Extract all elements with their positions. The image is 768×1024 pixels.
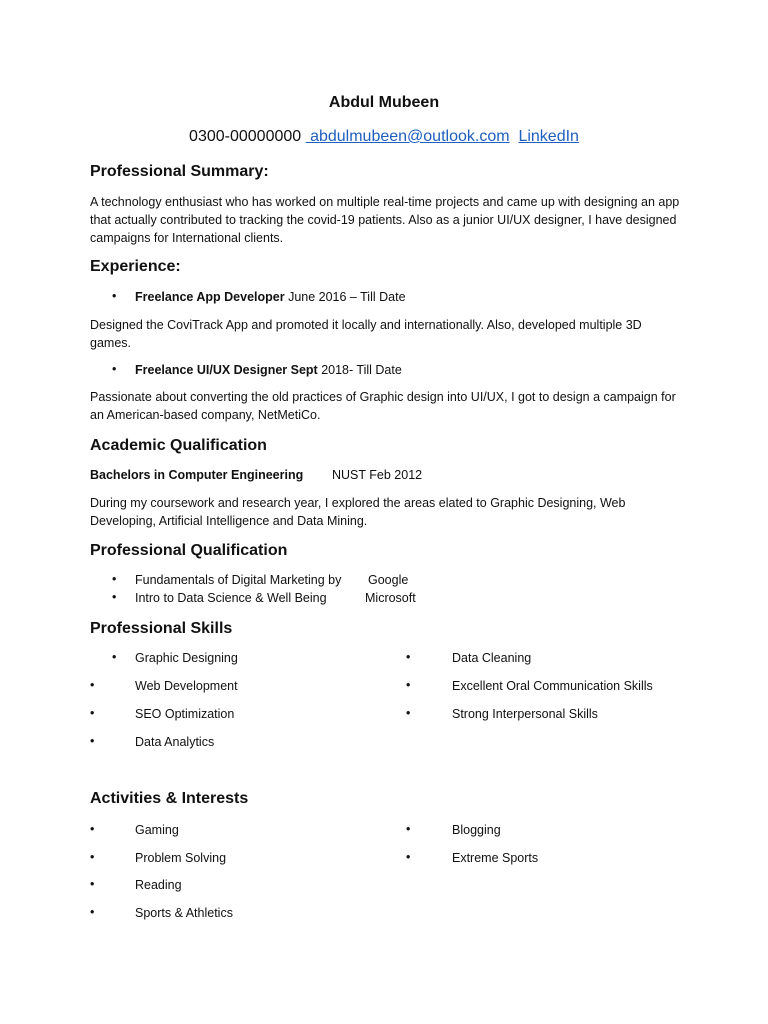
skill-item: Data Cleaning (452, 651, 532, 665)
bullet: • (112, 289, 117, 303)
job-title: Freelance UI/UX Designer Sept (135, 363, 318, 377)
activity-item: Extreme Sports (452, 851, 539, 865)
contact-line (0, 128, 768, 146)
resume-name: Abdul Mubeen (328, 94, 440, 111)
activity-item: Problem Solving (135, 851, 227, 865)
professional-qualification-heading: Professional Qualification (90, 542, 288, 559)
activity-item: Blogging (452, 823, 501, 837)
bullet: • (90, 905, 95, 919)
skills-heading: Professional Skills (90, 620, 233, 637)
institution: NUST Feb 2012 (332, 468, 423, 482)
qualification-provider: Microsoft (365, 591, 416, 605)
experience-heading: Experience: (90, 258, 181, 275)
bullet: • (112, 650, 117, 664)
bullet: • (112, 362, 117, 376)
skill-item: Graphic Designing (135, 651, 238, 665)
summary-heading: Professional Summary: (90, 163, 269, 180)
experience-description-1: Designed the CoviTrack App and promoted it locally and internationally. Also, developed multiple 3D games. (90, 318, 642, 350)
bullet: • (90, 822, 95, 836)
activity-item: Gaming (135, 823, 179, 837)
bullet: • (406, 850, 411, 864)
bullet: • (406, 650, 411, 664)
summary-text: A technology enthusiast who has worked on multiple real-time projects and came up with designing an app that actually contributed to tracking the covid-19 patients. Also as a junior UI/UX designer, I have designed campaigns for International clients. (90, 195, 680, 245)
bullet: • (112, 590, 117, 604)
job-dates: June 2016 – Till Date (288, 290, 406, 304)
bullet: • (406, 678, 411, 692)
bullet: • (90, 850, 95, 864)
qualification-course: Fundamentals of Digital Marketing by (135, 573, 342, 587)
bullet: • (90, 734, 95, 748)
skill-item: Data Analytics (135, 735, 215, 749)
bullet: • (112, 572, 117, 586)
skill-item: SEO Optimization (135, 707, 235, 721)
bullet: • (90, 877, 95, 891)
skill-item: Strong Interpersonal Skills (452, 707, 598, 721)
job-dates: 2018- Till Date (321, 363, 402, 377)
academic-heading: Academic Qualification (90, 437, 267, 454)
skill-item: Excellent Oral Communication Skills (452, 679, 653, 693)
bullet: • (90, 706, 95, 720)
activity-item: Sports & Athletics (135, 906, 233, 920)
skill-item: Web Development (135, 679, 238, 693)
qualification-provider: Google (368, 573, 409, 587)
bullet: • (90, 678, 95, 692)
activity-item: Reading (135, 878, 182, 892)
experience-item-2 (135, 363, 402, 377)
qualification-course: Intro to Data Science & Well Being (135, 591, 327, 605)
academic-description: During my coursework and research year, I explored the areas elated to Graphic Designing, Web Developing, Artificial Intelligence and Data Mining. (90, 496, 626, 528)
degree: Bachelors in Computer Engineering (90, 468, 304, 482)
linkedin-link[interactable]: LinkedIn (518, 128, 579, 145)
activities-heading: Activities & Interests (90, 790, 249, 807)
bullet: • (406, 822, 411, 836)
job-title: Freelance App Developer (135, 290, 285, 304)
experience-item-1 (135, 290, 406, 304)
email-link[interactable]: abdulmubeen@outlook.com (310, 128, 510, 145)
bullet: • (406, 706, 411, 720)
phone-number: 0300-00000000 (189, 128, 302, 145)
experience-description-2: Passionate about converting the old practices of Graphic design into UI/UX, I got to design a campaign for an American-based company, NetMetiCo. (90, 390, 676, 422)
